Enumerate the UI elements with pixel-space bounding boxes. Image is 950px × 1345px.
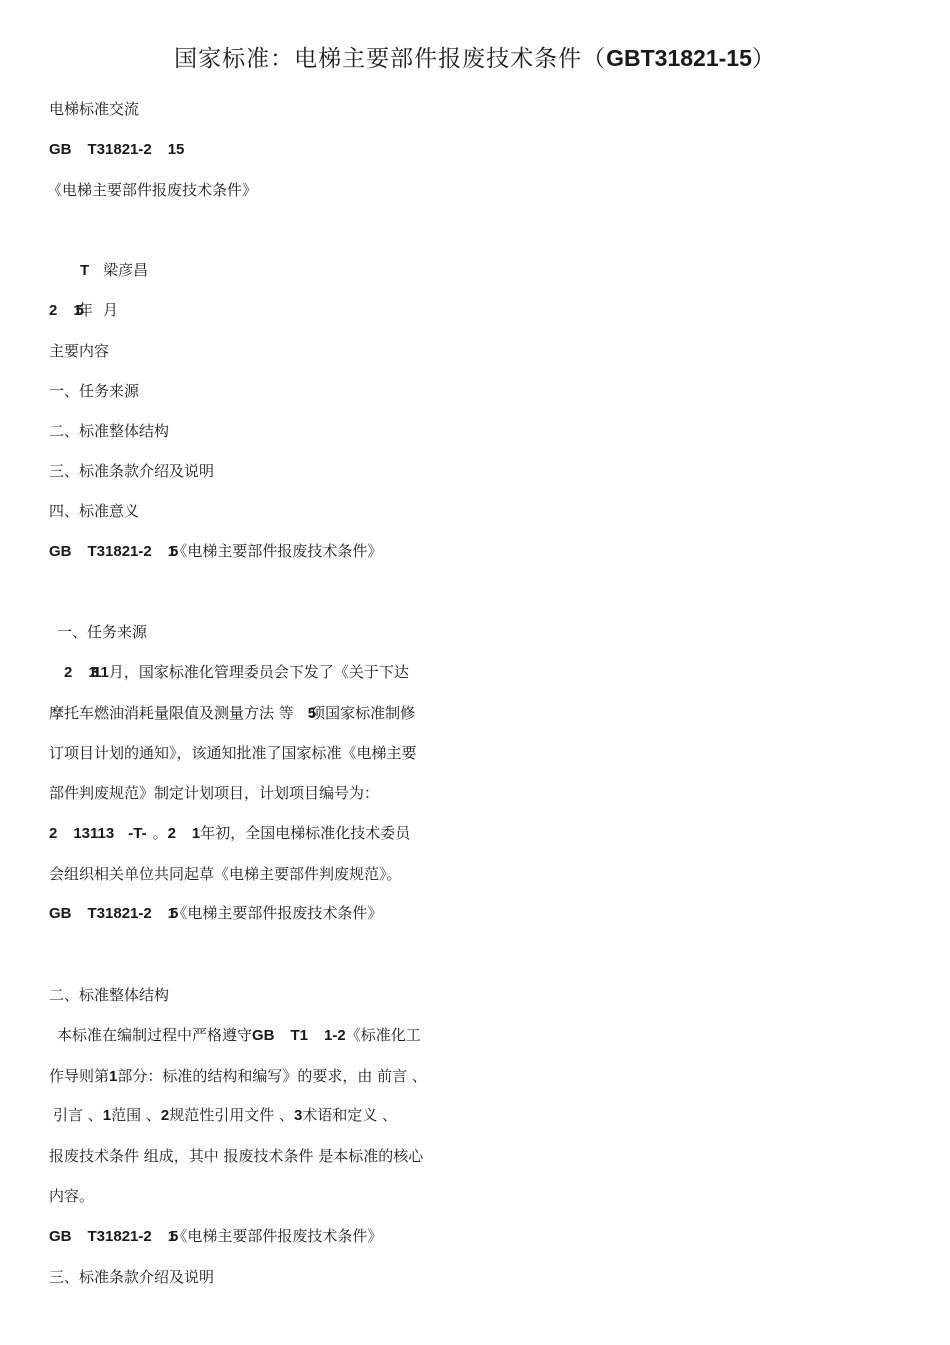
section-heading: 二、标准整体结构: [49, 986, 170, 1004]
toc-item: 三、标准条款介绍及说明: [49, 462, 215, 480]
section-heading: 一、任务来源: [57, 623, 148, 641]
toc-item: 一、任务来源: [49, 382, 140, 400]
author-line: T 梁彦昌: [80, 261, 149, 279]
standard-code: GBT31821-15: [606, 45, 752, 71]
subtitle: 电梯标准交流: [49, 100, 140, 118]
page-title: 国家标准：电梯主要部件报废技术条件（GBT31821-15）: [174, 45, 776, 72]
running-header: GB T31821-2 15《电梯主要部件报废技术条件》: [49, 904, 383, 922]
running-header: GB T31821-2 15《电梯主要部件报废技术条件》: [49, 542, 383, 560]
paragraph-line: 报废技术条件 组成，其中 报废技术条件 是本标准的核心: [49, 1147, 424, 1165]
paragraph-line: 会组织相关单位共同起草《电梯主要部件判废规范》。: [49, 865, 402, 883]
toc-item: 四、标准意义: [49, 502, 140, 520]
date-line: 2 15年 月: [49, 301, 119, 319]
running-header: GB T31821-2 15《电梯主要部件报废技术条件》: [49, 1227, 383, 1245]
paragraph-line: 本标准在编制过程中严格遵守GB T1 1-2《标准化工: [57, 1026, 421, 1044]
paragraph-line: 2 1311月，国家标准化管理委员会下发了《关于下达: [64, 663, 409, 681]
paragraph-line: 引言 、1范围 、2规范性引用文件 、3术语和定义 、: [53, 1106, 398, 1124]
paragraph-line: 2 13113 -T- 。2 1年初，全国电梯标准化技术委员: [49, 824, 411, 842]
paragraph-line: 内容。: [49, 1187, 95, 1205]
toc-heading: 主要内容: [49, 342, 110, 360]
paragraph-line: 订项目计划的通知》，该通知批准了国家标准《电梯主要: [49, 744, 417, 762]
paragraph-line: 摩托车燃油消耗量限值及测量方法 等 5项国家标准制修: [49, 704, 416, 722]
paragraph-line: 作导则第1部分：标准的结构和编写》的要求，由 前言 、: [49, 1067, 427, 1085]
standard-number: GB T31821-2 15: [49, 141, 185, 158]
toc-item: 二、标准整体结构: [49, 422, 170, 440]
book-title: 《电梯主要部件报废技术条件》: [47, 181, 258, 199]
paragraph-line: 部件判废规范》制定计划项目，计划项目编号为：: [49, 784, 380, 802]
section-heading: 三、标准条款介绍及说明: [49, 1268, 215, 1286]
